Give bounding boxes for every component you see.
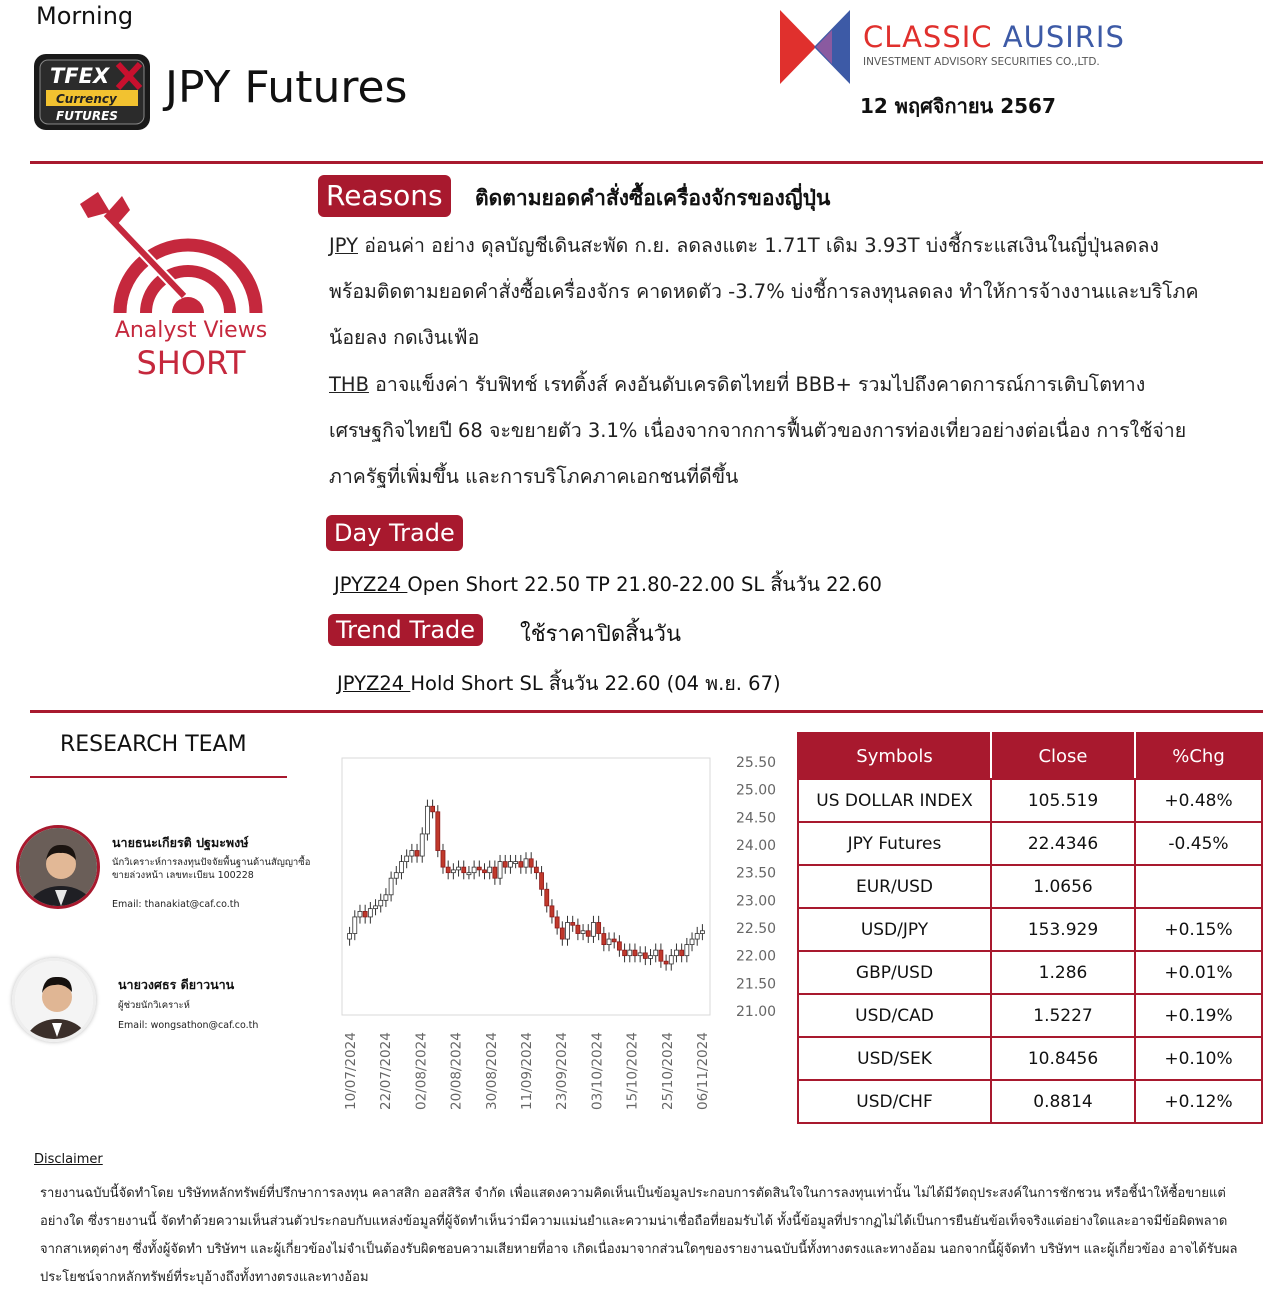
x-tick-label: 03/10/2024 [589, 1032, 606, 1110]
close-cell: 22.4346 [991, 822, 1135, 865]
candle-body [348, 934, 352, 940]
candle-body [664, 961, 668, 964]
candle-body [467, 873, 471, 875]
x-tick-label: 11/09/2024 [519, 1032, 535, 1110]
trend-trade-symbol: JPYZ24 [337, 672, 411, 695]
symbol-cell: USD/CAD [798, 994, 991, 1037]
candle-body [555, 917, 559, 928]
candle-body [415, 851, 419, 857]
candle-body [358, 911, 362, 917]
candle-body [612, 939, 616, 942]
page-title: JPY Futures [165, 62, 408, 113]
chg-cell: -0.45% [1135, 822, 1262, 865]
y-tick-label: 23.50 [736, 865, 777, 882]
brand-logo [780, 10, 850, 84]
member-name: นายธนะเกียรติ ปฐมะพงษ์ [112, 835, 249, 850]
y-tick-label: 25.00 [736, 782, 777, 799]
candle-body [374, 906, 378, 909]
candle-body [384, 895, 388, 901]
x-tick-label: 25/10/2024 [659, 1032, 676, 1110]
candle-body [545, 889, 549, 906]
candle-body [700, 931, 704, 934]
candle-body [643, 953, 647, 959]
candle-body [519, 862, 523, 868]
symbol-cell: US DOLLAR INDEX [798, 779, 991, 822]
x-tick-label: 06/11/2024 [695, 1032, 711, 1110]
candle-body [638, 953, 642, 956]
jpy-paragraph [329, 223, 1209, 361]
y-tick-label: 23.00 [736, 893, 777, 910]
chg-cell: +0.19% [1135, 994, 1262, 1037]
candle-body [498, 862, 502, 879]
symbol-cell: EUR/USD [798, 865, 991, 908]
day-trade-symbol: JPYZ24 [334, 573, 408, 596]
y-tick-label: 24.00 [736, 838, 777, 854]
candle-body [477, 867, 481, 870]
symbol-cell: USD/SEK [798, 1037, 991, 1080]
member-email[interactable]: Email: thanakiat@caf.co.th [112, 899, 240, 910]
disclaimer-text: รายงานฉบับนี้จัดทำโดย บริษัทหลักทรัพย์ที่ปรึกษาการลงทุน คลาสสิก ออสสิริส จำกัด เพื่อแสดงความคิดเห็นเป็นข้อมูลประกอบการตัดสินใจในการลงทุนเท่านั้น ไม่ได้มีวัตถุประสงค์ในการชักชวน หรือชี้นำให้ซื้อขายแต่อย่างใด ซึ่งรายงานนี้ จัดทำด้วยความเห็นส่วนตัวประกอบกับแหล่งข้อมูลที่ผู้จัดทำเห็นว่ามีความแม่นยำและความน่าเชื่อถือที่ยอมรับได้ ทั้งนี้ข้อมูลที่ปรากฏไม่ได้เป็นการยืนยันข้อเท็จจริงแต่อย่างใดและอาจมีข้อผิดพลาดจากสาเหตุต่างๆ ซึ่งทั้งผู้จัดทำ บริษัทฯ และผู้เกี่ยวข้องไม่จำเป็นต้องรับผิดชอบความเสียหายที่อาจ เกิดเนื่องมาจากส่วนใดๆของรายงานฉบับนี้ทั้งทางตรงและทางอ้อม นอกจากนี้ผู้จัดทำ บริษัทฯ และผู้เกี่ยวข้อง อาจได้รับผลประโยชน์จากหลักทรัพย์ที่ระบุอ้างถึงทั้งทางตรงและทางอ้อม [40, 1186, 1238, 1285]
price-chart [330, 745, 780, 1115]
candle-body [534, 867, 538, 873]
y-tick-label: 21.50 [736, 976, 777, 993]
candle-body [674, 950, 678, 956]
brand-name-part1: CLASSIC [863, 20, 993, 54]
candle-body [602, 934, 606, 945]
candle-body [529, 859, 533, 867]
candle-body [633, 950, 637, 956]
section-divider [30, 710, 1263, 713]
candlestick-chart [330, 745, 780, 1115]
y-tick-label: 21.00 [736, 1004, 777, 1020]
symbol-cell: USD/CHF [798, 1080, 991, 1123]
thb-paragraph [329, 362, 1209, 500]
candle-body [695, 934, 699, 940]
trend-trade-note: ใช้ราคาปิดสิ้นวัน [520, 622, 682, 647]
table-row [798, 1037, 1262, 1080]
candle-body [550, 906, 554, 917]
close-cell: 105.519 [991, 779, 1135, 822]
table-row [798, 994, 1262, 1037]
avatar [12, 958, 96, 1042]
thb-text: อาจแข็งค่า รับฟิทช์ เรทติ้งส์ คงอันดับเครดิตไทยที่ BBB+ รวมไปถึงคาดการณ์การเติบโตทางเศรษฐกิจไทยปี 68 จะขยายตัว 3.1% เนื่องจากจากการฟื้นตัวของการท่องเที่ยวอย่างต่อเนื่อง การใช้จ่ายภาครัฐที่เพิ่มขึ้น และการบริโภคภาคเอกชนที่ดีขึ้น [329, 373, 1187, 488]
disclaimer-title: Disclaimer [34, 1152, 103, 1167]
candle-body [436, 812, 440, 851]
candle-body [514, 862, 518, 864]
tfex-logo-currency: Currency [56, 92, 117, 106]
candle-body [431, 806, 435, 812]
candle-body [472, 867, 476, 873]
candle-body [560, 928, 564, 939]
header-divider [30, 161, 1263, 164]
candle-body [659, 950, 663, 961]
candle-body [451, 870, 455, 873]
candle-body [441, 851, 445, 868]
reasons-headline: ติดตามยอดคำสั่งซื้อเครื่องจักรของญี่ปุ่น [475, 186, 831, 210]
symbol-cell: GBP/USD [798, 951, 991, 994]
candle-body [581, 931, 585, 934]
candle-body [482, 870, 486, 873]
target-dart-icon [76, 188, 276, 318]
candle-body [571, 922, 575, 925]
y-tick-label: 22.50 [736, 921, 777, 937]
member-role: ผู้ช่วยนักวิเคราะห์ [118, 1000, 190, 1011]
brand-subtitle: INVESTMENT ADVISORY SECURITIES CO.,LTD. [863, 56, 1100, 68]
candle-body [597, 922, 601, 933]
close-cell: 1.5227 [991, 994, 1135, 1037]
candle-body [628, 950, 632, 956]
candle-body [524, 859, 528, 867]
avatar [16, 825, 100, 909]
header-close: Close [991, 733, 1135, 779]
research-team-title: RESEARCH TEAM [60, 732, 247, 757]
research-team-rule [30, 776, 287, 778]
candle-body [405, 856, 409, 862]
close-cell: 1.286 [991, 951, 1135, 994]
symbol-cell: USD/JPY [798, 908, 991, 951]
candle-body [394, 873, 398, 879]
tfex-logo-futures: FUTURES [56, 109, 118, 123]
candle-body [420, 834, 424, 856]
candle-body [446, 867, 450, 873]
quotes-table [797, 732, 1263, 1124]
member-name: นายวงศธร ดียาวนาน [118, 977, 235, 992]
report-date: 12 พฤศจิกายน 2567 [860, 94, 1056, 118]
tfex-currency-futures-logo [32, 52, 152, 132]
close-cell: 1.0656 [991, 865, 1135, 908]
chg-cell: +0.15% [1135, 908, 1262, 951]
chg-cell: +0.48% [1135, 779, 1262, 822]
table-row [798, 865, 1262, 908]
candle-body [410, 851, 414, 857]
table-row [798, 1080, 1262, 1123]
day-trade-pill: Day Trade [326, 515, 463, 551]
candle-body [488, 867, 492, 873]
table-row [798, 779, 1262, 822]
quotes-header-row [798, 733, 1262, 779]
candle-body [576, 925, 580, 933]
jpy-text: อ่อนค่า อย่าง ดุลบัญชีเดินสะพัด ก.ย. ลดลงแตะ 1.71T เดิม 3.93T บ่งชี้กระแสเงินในญี่ปุ่นลดลง พร้อมติดตามยอดคำสั่งซื้อเครื่องจักร คาดหดตัว -3.7% บ่งชี้การลงทุนลดลง ทำให้การจ้างงานและบริโภคน้อยลง กดเงินเฟ้อ [329, 234, 1199, 349]
candle-body [379, 900, 383, 906]
candle-body [680, 950, 684, 956]
y-tick-label: 25.50 [736, 755, 777, 771]
trend-trade-line [337, 668, 781, 699]
chg-cell: +0.12% [1135, 1080, 1262, 1123]
candle-body [690, 939, 694, 945]
reasons-pill: Reasons [318, 175, 451, 217]
y-tick-label: 24.50 [736, 810, 777, 827]
chg-cell: +0.10% [1135, 1037, 1262, 1080]
candle-body [425, 806, 429, 834]
trend-trade-text: Hold Short SL สิ้นวัน 22.60 (04 พ.ย. 67) [410, 672, 781, 695]
candle-body [399, 862, 403, 873]
x-tick-label: 23/09/2024 [554, 1032, 571, 1110]
y-tick-label: 22.00 [736, 948, 777, 965]
header-symbols: Symbols [798, 733, 991, 779]
table-row [798, 908, 1262, 951]
chg-cell: +0.01% [1135, 951, 1262, 994]
candle-body [493, 867, 497, 878]
chg-cell [1135, 865, 1262, 908]
header-chg: %Chg [1135, 733, 1262, 779]
table-row [798, 822, 1262, 865]
close-cell: 0.8814 [991, 1080, 1135, 1123]
day-trade-text: Open Short 22.50 TP 21.80-22.00 SL สิ้นวัน 22.60 [407, 573, 882, 596]
brand-name [863, 20, 1125, 54]
jpy-code: JPY [329, 234, 358, 257]
candle-body [669, 956, 673, 964]
candle-body [591, 922, 595, 936]
close-cell: 153.929 [991, 908, 1135, 951]
candle-body [623, 950, 627, 956]
thb-code: THB [329, 373, 369, 396]
candle-body [685, 945, 689, 956]
member-email[interactable]: Email: wongsathon@caf.co.th [118, 1020, 259, 1031]
brand-name-part2: AUSIRIS [1002, 20, 1125, 54]
tfex-logo-text: TFEX [50, 64, 110, 88]
x-tick-label: 22/07/2024 [378, 1032, 395, 1110]
candle-body [607, 939, 611, 945]
candle-body [389, 878, 393, 895]
member-role: นักวิเคราะห์การลงทุนปัจจัยพื้นฐานด้านสัญญาซื้อขายล่วงหน้า เลขทะเบียน 100228 [112, 857, 311, 881]
table-row [798, 951, 1262, 994]
candle-body [566, 922, 570, 939]
plot-area [342, 758, 710, 1015]
candle-body [540, 873, 544, 890]
x-tick-label: 02/08/2024 [413, 1032, 430, 1110]
x-tick-label: 30/08/2024 [483, 1032, 500, 1110]
trend-trade-pill: Trend Trade [328, 614, 483, 646]
candle-body [617, 942, 621, 950]
day-trade-line [334, 569, 882, 600]
candle-body [508, 862, 512, 868]
candle-body [368, 909, 372, 917]
candle-body [654, 950, 658, 956]
candle-body [457, 867, 461, 870]
candle-body [503, 862, 507, 868]
symbol-cell: JPY Futures [798, 822, 991, 865]
x-tick-label: 15/10/2024 [624, 1032, 641, 1110]
edition-label: Morning [36, 2, 134, 30]
x-tick-label: 20/08/2024 [448, 1032, 465, 1110]
close-cell: 10.8456 [991, 1037, 1135, 1080]
candle-body [462, 867, 466, 873]
candle-body [363, 911, 367, 917]
candle-body [586, 931, 590, 937]
candle-body [353, 917, 357, 934]
analyst-view-direction: SHORT [136, 344, 246, 382]
x-tick-label: 10/07/2024 [343, 1032, 359, 1110]
candle-body [649, 956, 653, 959]
analyst-views-label: Analyst Views [114, 318, 268, 343]
